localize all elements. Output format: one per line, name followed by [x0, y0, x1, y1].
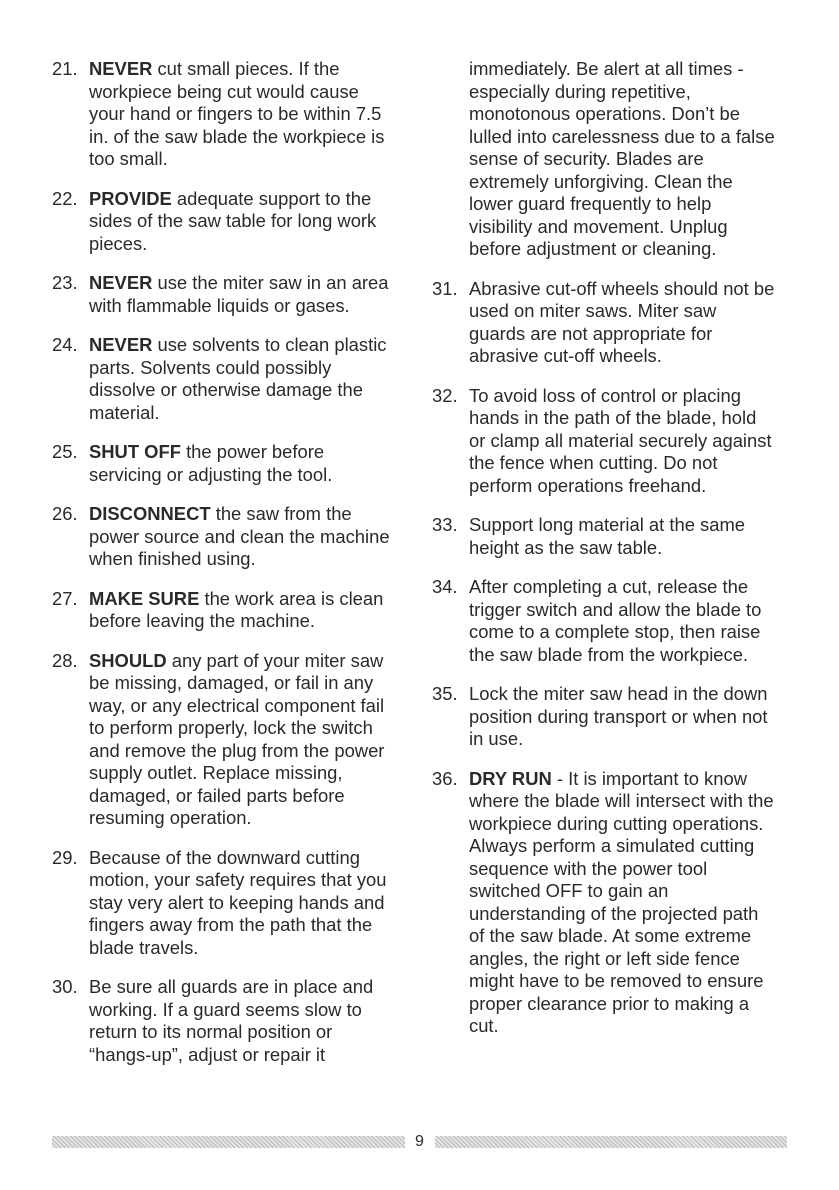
item-text: Support long material at the same height as the saw table. [469, 514, 746, 558]
item-number: 29. [52, 846, 78, 868]
safety-item [432, 385, 777, 498]
item-keyword: PROVIDE [89, 187, 172, 209]
item-text: After completing a cut, release the trigger switch and allow the blade to come to a complete stop, then raise the saw blade from the workpiece. [469, 576, 762, 665]
item-text: Because of the downward cutting motion, your safety requires that you stay very alert to keeping hands and fingers away from the path that the blade travels. [89, 846, 387, 958]
item-text: - It is important to know where the blade will intersect with the workpiece during cutting operations. Always perform a simulated cutting sequence with the power tool switched OFF to gain an understanding of the projected path of the saw blade. At some extreme angles, the right or left side fence might have to be removed to ensure proper clearance prior to making a cut. [469, 767, 774, 1036]
item-number: 28. [52, 649, 78, 671]
item-30-continuation: immediately. Be alert at all times - especially during repetitive, monotonous operations. Don’t be lulled into carelessness due to a false sense of security. Blades are extremely unforgiving. Clean the lower guard frequently to help visibility and movement. Unplug before adjustment or cleaning. [469, 58, 775, 259]
item-number: 33. [432, 514, 458, 535]
item-number: 27. [52, 587, 78, 609]
item-text: the power before servicing or adjusting the tool. [89, 441, 333, 485]
item-text: any part of your miter saw be missing, damaged, or fail in any way, or any electrical component fail to perform properly, lock the switch and remove the plug from the power supply outlet. Replace missing, damaged, or failed parts before resuming operation. [89, 649, 385, 828]
item-text: Lock the miter saw head in the down position during transport or when not in use. [469, 683, 768, 749]
safety-item [52, 334, 397, 424]
item-text: cut small pieces. If the workpiece being cut would cause your hand or fingers to be within 7.5 in. of the saw blade the workpiece is too small. [89, 58, 385, 169]
item-keyword: NEVER [89, 58, 153, 79]
safety-item [52, 272, 397, 317]
item-number: 32. [432, 384, 458, 406]
item-text: use the miter saw in an area with flammable liquids or gases. [89, 272, 389, 316]
item-number: 22. [52, 187, 78, 209]
item-keyword: DISCONNECT [89, 503, 211, 524]
item-keyword: SHUT OFF [89, 441, 181, 462]
safety-item [432, 576, 777, 666]
item-text: the saw from the power source and clean the machine when finished using. [89, 503, 390, 569]
safety-item [52, 58, 397, 171]
item-number: 23. [52, 272, 78, 293]
safety-item [52, 847, 397, 960]
safety-item [52, 976, 397, 1066]
footer-stripe-left [52, 1136, 405, 1148]
item-text: Abrasive cut-off wheels should not be used on miter saws. Miter saw guards are not appropriate for abrasive cut-off wheels. [469, 277, 775, 366]
item-text: To avoid loss of control or placing hands in the path of the blade, hold or clamp all material securely against the fence when cutting. Do not perform operations freehand. [469, 384, 772, 496]
safety-item [432, 278, 777, 368]
safety-item [432, 768, 777, 1038]
item-keyword: NEVER [89, 272, 153, 293]
item-number: 34. [432, 576, 458, 597]
safety-item [52, 588, 397, 633]
item-number: 35. [432, 683, 458, 704]
item-text: the work area is clean before leaving the machine. [89, 587, 384, 631]
item-number: 30. [52, 976, 78, 997]
item-text: adequate support to the sides of the saw table for long work pieces. [89, 187, 377, 254]
item-number: 31. [432, 277, 458, 299]
item-number: 24. [52, 334, 78, 355]
item-number: 26. [52, 503, 78, 524]
left-column [52, 58, 397, 1083]
item-keyword: DRY RUN [469, 767, 552, 789]
item-keyword: SHOULD [89, 649, 167, 671]
safety-item [52, 441, 397, 486]
safety-item [52, 503, 397, 571]
right-items-list [432, 278, 777, 1038]
safety-item [432, 683, 777, 751]
item-text: use solvents to clean plastic parts. Solvents could possibly dissolve or otherwise damage the material. [89, 334, 387, 423]
safety-item [52, 188, 397, 256]
right-column [432, 58, 777, 1055]
item-keyword: MAKE SURE [89, 587, 200, 609]
page-footer [52, 1134, 787, 1150]
safety-item [432, 514, 777, 559]
item-number: 25. [52, 441, 78, 462]
item-number: 36. [432, 767, 458, 789]
page-number: 9 [415, 1133, 424, 1150]
item-keyword: NEVER [89, 334, 153, 355]
footer-stripe-right [435, 1136, 788, 1148]
safety-item [52, 650, 397, 830]
item-text: Be sure all guards are in place and working. If a guard seems slow to return to its normal position or “hangs-up”, adjust or repair it [89, 976, 374, 1065]
item-number: 21. [52, 58, 78, 79]
